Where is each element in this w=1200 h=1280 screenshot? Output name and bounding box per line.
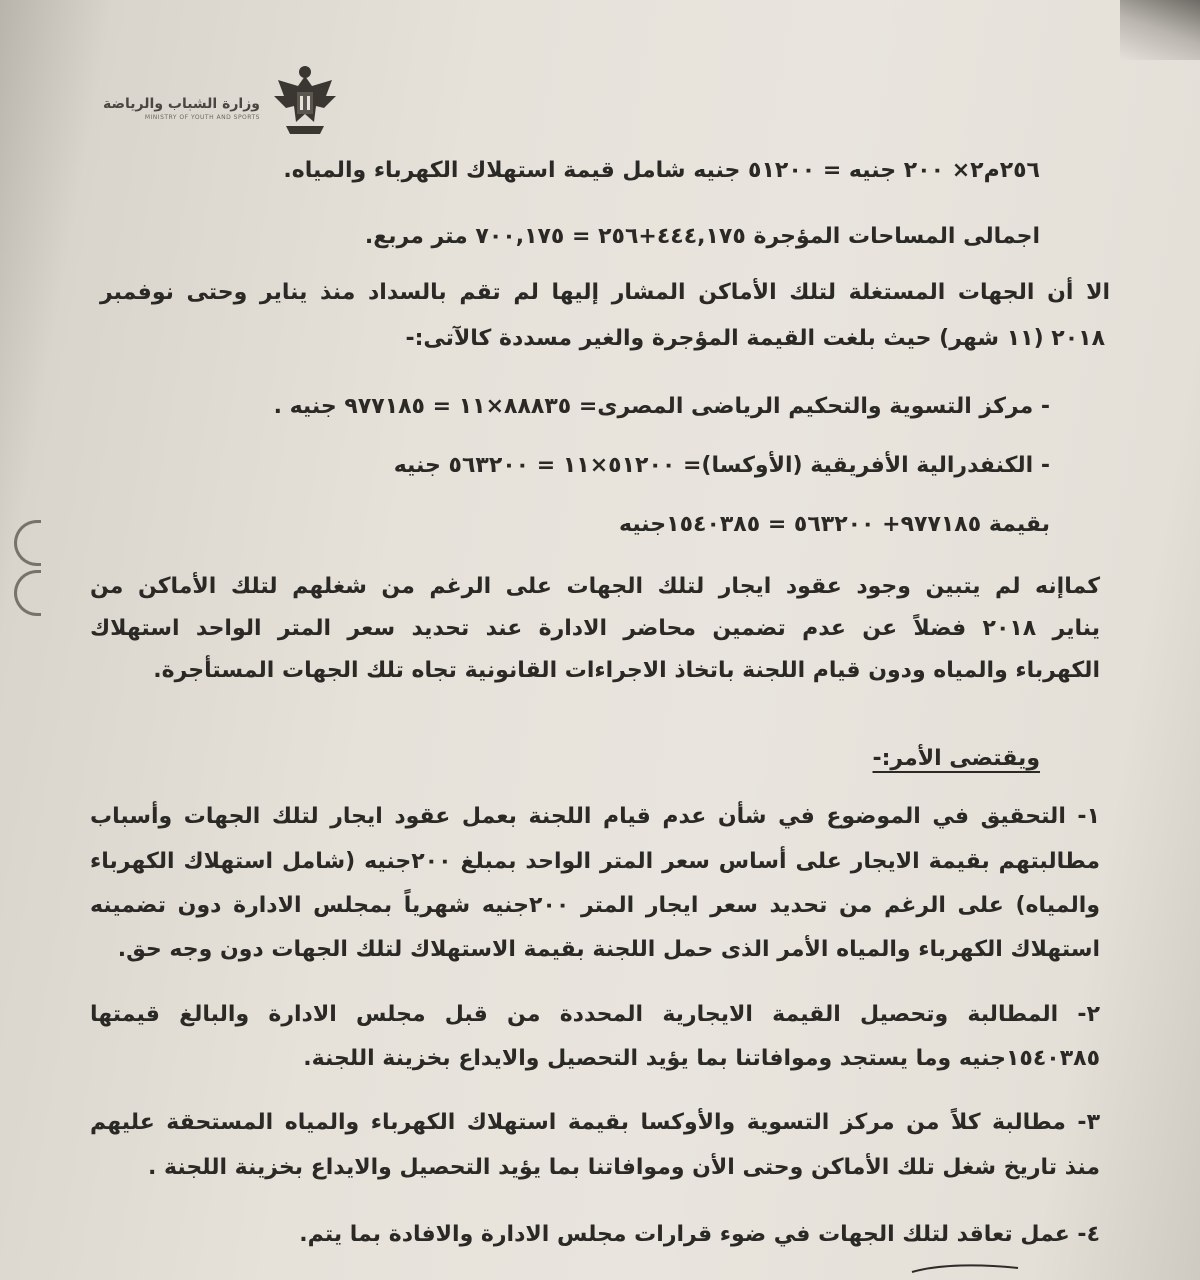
eagle-emblem-icon: [270, 62, 340, 142]
paragraph-line: يناير ٢٠١٨ فضلاً عن عدم تضمين محاضر الادارة عند تحديد سعر المتر الواحد استهلاك: [90, 616, 1100, 641]
list-item: ٢- المطالبة وتحصيل القيمة الايجارية المحددة من قبل مجلس الادارة والبالغ قيمتها: [90, 1002, 1100, 1027]
list-item: - الكنفدرالية الأفريقية (الأوكسا)= ٥١٢٠٠×١١ = ٥٦٣٢٠٠ جنيه: [393, 453, 1050, 478]
paragraph-line: الكهرباء والمياه ودون قيام اللجنة باتخاذ الاجراءات القانونية تجاه تلك الجهات المستأجرة.: [153, 658, 1100, 683]
paragraph-line: ٢٠١٨ (١١ شهر) حيث بلغت القيمة المؤجرة والغير مسددة كالآتى:-: [405, 326, 1105, 351]
paragraph-line: استهلاك الكهرباء والمياه الأمر الذى حمل اللجنة بقيمة الاستهلاك لتلك الجهات دون وجه حق.: [117, 937, 1100, 962]
paragraph-line: منذ تاريخ شغل تلك الأماكن وحتى الأن وموافاتنا بما يؤيد التحصيل والايداع بخزينة اللجنة .: [148, 1155, 1100, 1180]
list-item: ٣- مطالبة كلاً من مركز التسوية والأوكسا بقيمة استهلاك الكهرباء والمياه المستحقة عليهم: [90, 1110, 1100, 1135]
binder-ring: [14, 570, 41, 616]
calc-line-1: ٢٥٦م٢× ٢٠٠ جنيه = ٥١٢٠٠ جنيه شامل قيمة استهلاك الكهرباء والمياه.: [283, 158, 1040, 183]
list-item: - مركز التسوية والتحكيم الرياضى المصرى= ٨٨٨٣٥×١١ = ٩٧٧١٨٥ جنيه .: [273, 394, 1050, 419]
page-corner-shadow: [1120, 0, 1200, 60]
ministry-name-en: MINISTRY OF YOUTH AND SPORTS: [144, 114, 260, 121]
list-item: ١- التحقيق في الموضوع في شأن عدم قيام اللجنة بعمل عقود ايجار لتلك الجهات وأسباب: [90, 804, 1100, 829]
list-item: ٤- عمل تعاقد لتلك الجهات في ضوء قرارات مجلس الادارة والافادة بما يتم.: [299, 1222, 1100, 1247]
paragraph-line: ١٥٤٠٣٨٥جنيه وما يستجد وموافاتنا بما يؤيد التحصيل والايداع بخزينة اللجنة.: [303, 1046, 1100, 1071]
letterhead: [103, 62, 340, 142]
paragraph-line: مطالبتهم بقيمة الايجار على أساس سعر المتر الواحد بمبلغ ٢٠٠جنيه (شامل استهلاك الكهرباء: [90, 849, 1100, 874]
sum-line: بقيمة ٩٧٧١٨٥+ ٥٦٣٢٠٠ = ١٥٤٠٣٨٥جنيه: [618, 512, 1050, 537]
binder-ring: [14, 520, 41, 566]
paragraph-line: كماإنه لم يتبين وجود عقود ايجار لتلك الجهات على الرغم من شغلهم لتلك الأماكن من: [90, 574, 1100, 599]
paragraph-line: والمياه) على الرغم من تحديد سعر ايجار المتر ٢٠٠جنيه شهرياً بمجلس الادارة دون تضمينه: [90, 893, 1100, 918]
ministry-name-ar: وزارة الشباب والرياضة: [103, 96, 260, 112]
pen-mark-icon: [910, 1260, 1020, 1276]
paragraph-line: الا أن الجهات المستغلة لتلك الأماكن المشار إليها لم تقم بالسداد منذ يناير وحتى نوفمبر: [100, 280, 1110, 305]
section-heading: ويقتضى الأمر:-: [872, 746, 1040, 771]
calc-line-total-area: اجمالى المساحات المؤجرة ٤٤٤,١٧٥+٢٥٦ = ٧٠٠,١٧٥ متر مربع.: [364, 224, 1040, 249]
